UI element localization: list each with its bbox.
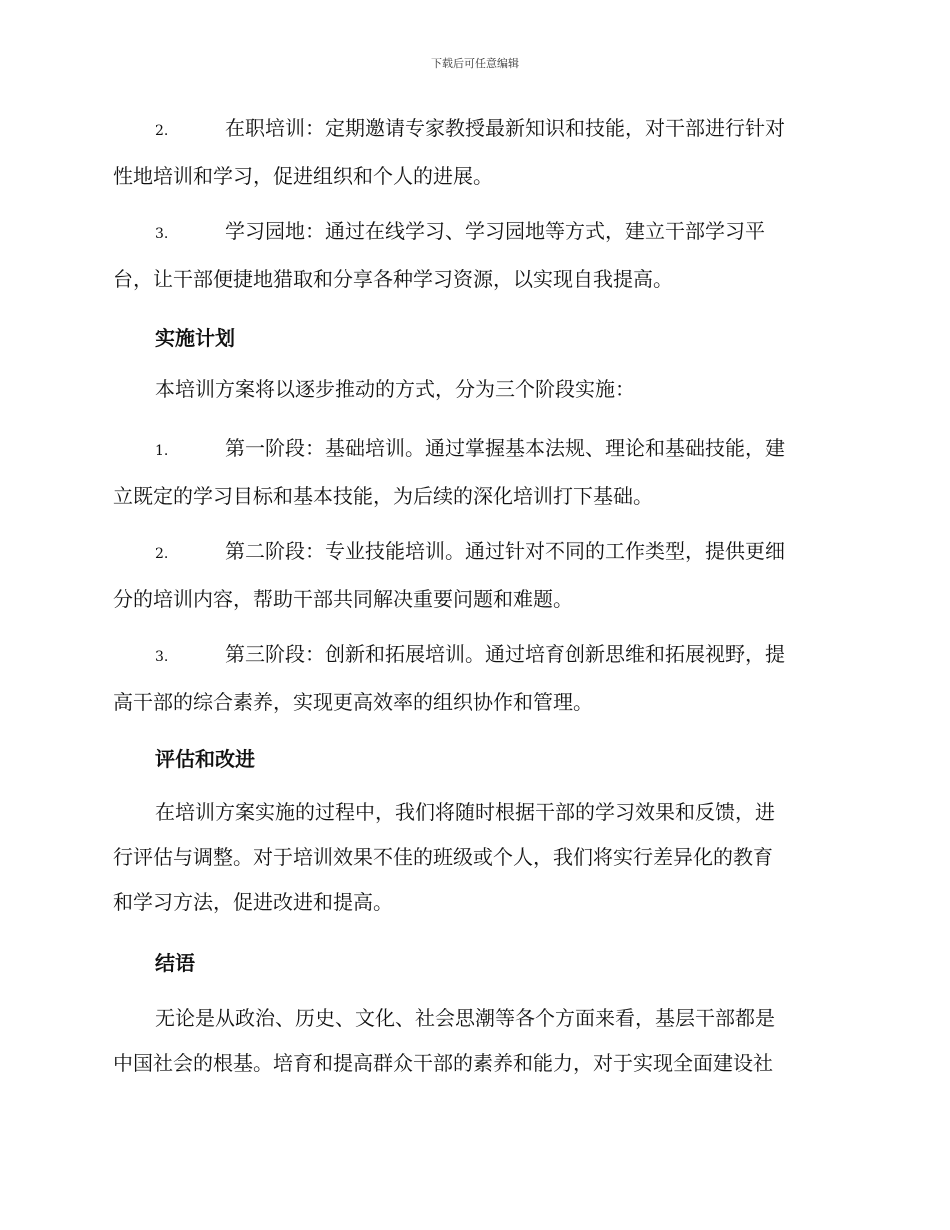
paragraph	[113, 367, 833, 412]
list-text-line: 学习园地：通过在线学习、学习园地等方式，建立干部学习平	[225, 219, 765, 243]
list-text-line: 分的培训内容，帮助干部共同解决重要问题和难题。	[113, 587, 573, 611]
paragraph-line: 和学习方法，促进改进和提高。	[113, 890, 393, 914]
list-number: 2.	[155, 546, 169, 562]
section-heading: 评估和改进	[155, 747, 255, 771]
paragraph	[113, 996, 833, 1086]
paragraph-line: 本培训方案将以逐步推动的方式，分为三个阶段实施：	[155, 377, 635, 401]
list-item	[113, 426, 833, 519]
list-text-line: 第三阶段：创新和拓展培训。通过培育创新思维和拓展视野，提	[225, 642, 785, 666]
list-text-line: 台，让干部便捷地猎取和分享各种学习资源，以实现自我提高。	[113, 267, 673, 291]
list-item	[113, 209, 833, 302]
list-item	[113, 632, 833, 725]
paragraph	[113, 790, 833, 925]
list-text-line: 在职培训：定期邀请专家教授最新知识和技能，对干部进行针对	[225, 116, 785, 140]
paragraph-line: 中国社会的根基。培育和提高群众干部的素养和能力，对于实现全面建设社	[113, 1051, 773, 1075]
section-heading: 结语	[155, 951, 195, 975]
list-text-line: 高干部的综合素养，实现更高效率的组织协作和管理。	[113, 690, 593, 714]
list-item	[113, 106, 833, 199]
list-number: 2.	[155, 123, 169, 139]
list-text-line: 性地培训和学习，促进组织和个人的进展。	[113, 164, 493, 188]
list-text-line: 第二阶段：专业技能培训。通过针对不同的工作类型，提供更细	[225, 539, 785, 563]
list-number: 1.	[155, 443, 169, 459]
paragraph-line: 在培训方案实施的过程中，我们将随时根据干部的学习效果和反馈，进	[155, 800, 775, 824]
list-text-line: 立既定的学习目标和基本技能，为后续的深化培训打下基础。	[113, 484, 653, 508]
list-item	[113, 529, 833, 622]
list-text-line: 第一阶段：基础培训。通过掌握基本法规、理论和基础技能，建	[225, 436, 785, 460]
list-number: 3.	[155, 226, 169, 242]
section-heading: 实施计划	[155, 326, 235, 350]
paragraph-line: 无论是从政治、历史、文化、社会思潮等各个方面来看，基层干部都是	[155, 1006, 775, 1030]
page-header: 下载后可任意编辑	[431, 57, 519, 70]
paragraph-line: 行评估与调整。对于培训效果不佳的班级或个人，我们将实行差异化的教育	[113, 845, 773, 869]
list-number: 3.	[155, 649, 169, 665]
